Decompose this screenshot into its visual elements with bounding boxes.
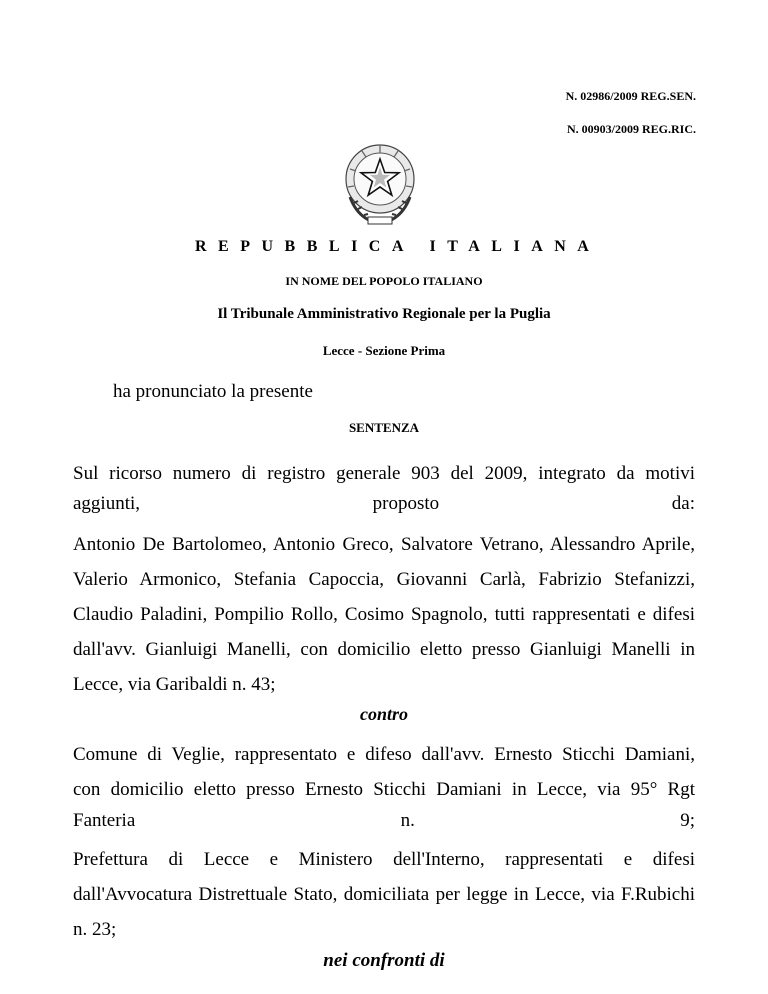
body-word: Fanteria — [73, 810, 136, 831]
body-line: dall'Avvocatura Distrettuale Stato, domiciliata per legge in Lecce, via F.Rubichi — [73, 884, 695, 905]
body-line — [73, 810, 695, 832]
body-word: 9; — [680, 810, 695, 831]
body-line: Sul ricorso numero di registro generale 903 del 2009, integrato da motivi — [73, 463, 695, 484]
body-line: Valerio Armonico, Stefania Capoccia, Giovanni Carlà, Fabrizio Stefanizzi, — [73, 569, 695, 590]
body-word: n. — [400, 810, 415, 831]
section-heading: Lecce - Sezione Prima — [322, 343, 446, 358]
intro-line: ha pronunciato la presente — [113, 381, 313, 402]
body-line: Comune di Veglie, rappresentato e difeso dall'avv. Ernesto Sticchi Damiani, — [73, 744, 695, 765]
italian-republic-emblem-icon — [340, 137, 420, 227]
sentenza-heading: SENTENZA — [348, 420, 420, 435]
body-word: aggiunti, — [73, 493, 141, 514]
body-word: proposto — [372, 493, 440, 514]
body-line: Lecce, via Garibaldi n. 43; — [73, 674, 276, 695]
body-line: Prefettura di Lecce e Ministero dell'Interno, rappresentati e difesi — [73, 849, 695, 870]
body-line: con domicilio eletto presso Ernesto Sticchi Damiani in Lecce, via 95° Rgt — [73, 779, 695, 800]
body-line: Antonio De Bartolomeo, Antonio Greco, Salvatore Vetrano, Alessandro Aprile, — [73, 534, 695, 555]
appeal-reference: N. 00903/2009 REG.RIC. — [566, 122, 696, 136]
body-line: n. 23; — [73, 919, 117, 940]
sentence-reference: N. 02986/2009 REG.SEN. — [565, 89, 696, 103]
body-line — [73, 493, 695, 515]
body-line: dall'avv. Gianluigi Manelli, con domicilio eletto presso Gianluigi Manelli in — [73, 639, 695, 660]
confronti-heading: nei confronti di — [323, 950, 445, 971]
body-line: Claudio Paladini, Pompilio Rollo, Cosimo Spagnolo, tutti rappresentati e difesi — [73, 604, 695, 625]
contro-heading: contro — [359, 704, 408, 724]
tribunal-heading: Il Tribunale Amministrativo Regionale per la Puglia — [217, 306, 551, 322]
in-name-heading: IN NOME DEL POPOLO ITALIANO — [285, 274, 483, 288]
body-word: da: — [671, 493, 695, 514]
republic-heading: REPUBBLICA ITALIANA — [195, 238, 601, 255]
